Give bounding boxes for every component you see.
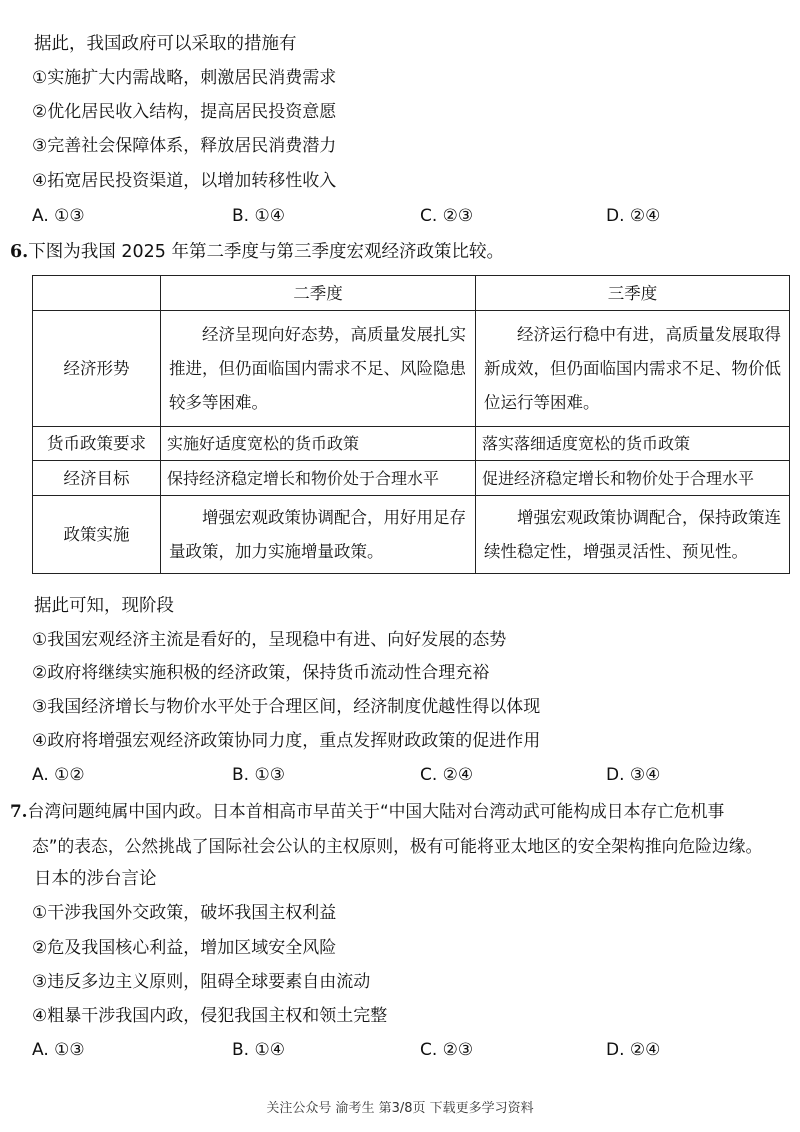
table-row xyxy=(33,427,790,461)
cell-q2-economic-situation: 经济呈现向好态势，高质量发展扎实推进，但仍面临国内需求不足、风险隐患较多等困难。 xyxy=(161,311,476,427)
row-label-policy-implementation: 政策实施 xyxy=(33,496,161,574)
q6-option-3: ③我国经济增长与物价水平处于合理区间，经济制度优越性得以体现 xyxy=(32,697,541,717)
q6-title-text: 下图为我国 2025 年第二季度与第三季度宏观经济政策比较。 xyxy=(28,242,504,262)
q7-choices xyxy=(32,1039,752,1063)
q5-option-3: ③完善社会保障体系，释放居民消费潜力 xyxy=(32,136,337,156)
q6-number: 6. xyxy=(10,242,29,262)
cell-q3-monetary-policy: 落实落细适度宽松的货币政策 xyxy=(476,427,790,461)
q5-choice-d[interactable]: D. ②④ xyxy=(606,206,661,226)
q5-option-1: ①实施扩大内需战略，刺激居民消费需求 xyxy=(32,68,337,88)
q7-option-4: ④粗暴干涉我国内政，侵犯我国主权和领土完整 xyxy=(32,1006,388,1026)
q6-stem: 据此可知，现阶段 xyxy=(34,596,174,616)
table-header-row xyxy=(33,276,790,311)
table-row xyxy=(33,311,790,427)
q7-title-line-1 xyxy=(10,799,724,823)
page-footer: 关注公众号 渝考生 第3/8页 下载更多学习资料 xyxy=(266,1101,534,1116)
q7-choice-b[interactable]: B. ①④ xyxy=(232,1040,285,1060)
q6-choice-d[interactable]: D. ③④ xyxy=(606,765,661,785)
q5-choice-c[interactable]: C. ②③ xyxy=(420,206,474,226)
q6-option-1: ①我国宏观经济主流是看好的，呈现稳中有进、向好发展的态势 xyxy=(32,630,507,650)
q7-title-text-1: 台湾问题纯属中国内政。日本首相高市早苗关于“中国大陆对台湾动武可能构成日本存亡危机事 xyxy=(27,801,725,821)
row-label-monetary-policy: 货币政策要求 xyxy=(33,427,161,461)
q6-choices xyxy=(32,764,752,788)
q7-choice-c[interactable]: C. ②③ xyxy=(420,1040,474,1060)
q6-choice-b[interactable]: B. ①③ xyxy=(232,765,285,785)
cell-q2-economic-goal: 保持经济稳定增长和物价处于合理水平 xyxy=(161,461,476,496)
cell-q3-economic-situation: 经济运行稳中有进，高质量发展取得新成效，但仍面临国内需求不足、物价低位运行等困难。 xyxy=(476,311,790,427)
q5-choice-a[interactable]: A. ①③ xyxy=(32,206,85,226)
q6-choice-a[interactable]: A. ①② xyxy=(32,765,85,785)
row-label-economic-situation: 经济形势 xyxy=(33,311,161,427)
q5-option-2: ②优化居民收入结构，提高居民投资意愿 xyxy=(32,102,337,122)
q7-option-1: ①干涉我国外交政策，破坏我国主权利益 xyxy=(32,903,337,923)
q7-option-3: ③违反多边主义原则，阻碍全球要素自由流动 xyxy=(32,972,371,992)
q7-stem: 日本的涉台言论 xyxy=(34,869,157,889)
cell-q3-economic-goal: 促进经济稳定增长和物价处于合理水平 xyxy=(476,461,790,496)
table-header-q2: 二季度 xyxy=(161,276,476,311)
q6-option-2: ②政府将继续实施积极的经济政策，保持货币流动性合理充裕 xyxy=(32,663,490,683)
q7-number: 7. xyxy=(10,801,28,821)
q6-choice-c[interactable]: C. ②④ xyxy=(420,765,474,785)
policy-comparison-table xyxy=(32,275,790,574)
q7-choice-d[interactable]: D. ②④ xyxy=(606,1040,661,1060)
cell-q2-monetary-policy: 实施好适度宽松的货币政策 xyxy=(161,427,476,461)
q5-option-4: ④拓宽居民投资渠道，以增加转移性收入 xyxy=(32,171,337,191)
q7-option-2: ②危及我国核心利益，增加区域安全风险 xyxy=(32,938,337,958)
cell-q2-policy-implementation: 增强宏观政策协调配合，用好用足存量政策，加力实施增量政策。 xyxy=(161,496,476,574)
q5-stem: 据此，我国政府可以采取的措施有 xyxy=(34,34,297,54)
table-header-q3: 三季度 xyxy=(476,276,790,311)
table-row xyxy=(33,496,790,574)
q7-title-line-2: 态”的表态，公然挑战了国际社会公认的主权原则，极有可能将亚太地区的安全架构推向危险边缘。 xyxy=(32,836,763,856)
q5-choice-b[interactable]: B. ①④ xyxy=(232,206,285,226)
q6-title xyxy=(10,240,504,264)
q5-choices xyxy=(32,205,752,229)
row-label-economic-goal: 经济目标 xyxy=(33,461,161,496)
cell-q3-policy-implementation: 增强宏观政策协调配合，保持政策连续性稳定性，增强灵活性、预见性。 xyxy=(476,496,790,574)
q6-option-4: ④政府将增强宏观经济政策协同力度，重点发挥财政政策的促进作用 xyxy=(32,731,541,751)
table-row xyxy=(33,461,790,496)
table-header-corner xyxy=(33,276,161,311)
q7-choice-a[interactable]: A. ①③ xyxy=(32,1040,85,1060)
